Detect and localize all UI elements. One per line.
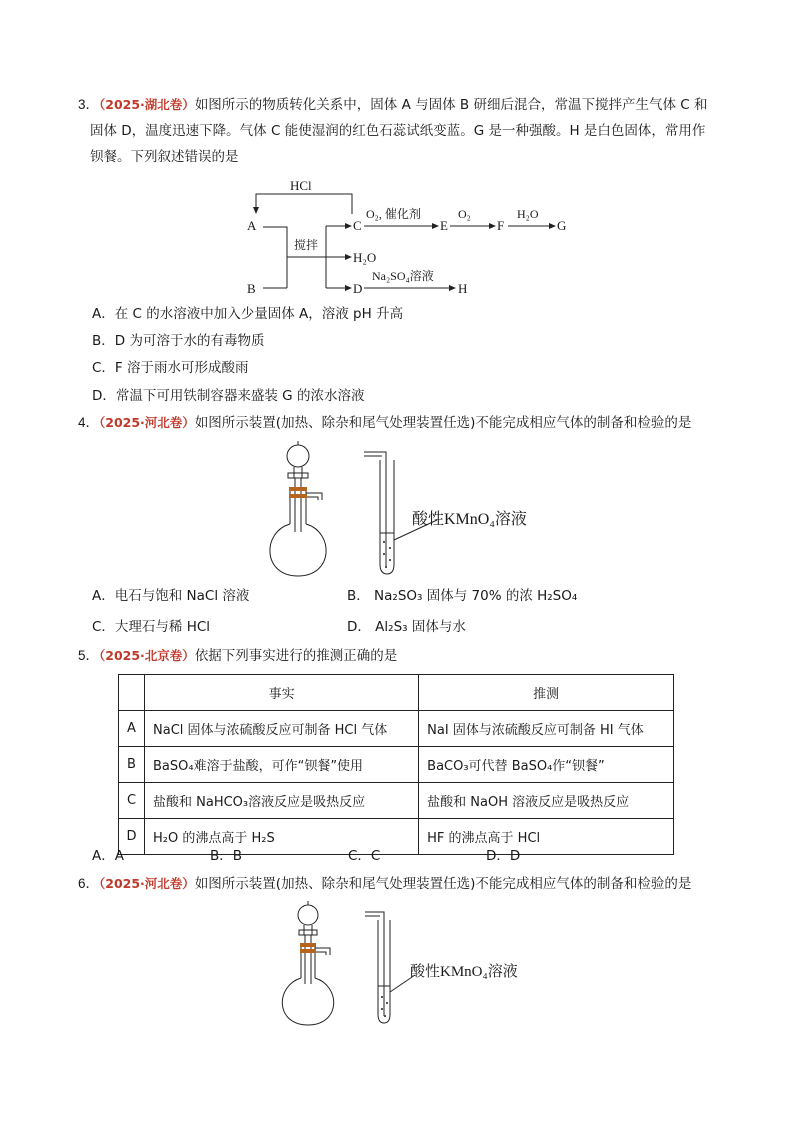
q6-reagent-label: 酸性KMnO₄溶液 xyxy=(410,964,518,980)
q5-stem-text: 依据下列事实进行的推测正确的是 xyxy=(194,648,398,664)
diagram-node-b: B xyxy=(247,281,256,296)
q4-source: （2025·河北卷） xyxy=(99,415,195,430)
q6-number: 6． xyxy=(78,876,100,891)
q4-number: 4． xyxy=(78,415,100,430)
diagram-node-e: E xyxy=(440,218,448,233)
row-fact: BaSO₄难溶于盐酸，可作“钡餐”使用 xyxy=(145,747,419,783)
q3-conversion-diagram xyxy=(230,172,580,298)
q3-line-2: 固体 D，温度迅速下降。气体 C 能使湿润的红色石蕊试纸变蓝。G 是一种强酸。H 是白色固体，常用作 xyxy=(90,123,706,139)
table-row xyxy=(119,783,674,819)
diagram-node-g: G xyxy=(557,218,567,233)
diagram-o2-catalyst-label: O₂, 催化剂 xyxy=(366,207,421,221)
q3-option-c[interactable]: C．F 溶于雨水可形成酸雨 xyxy=(92,360,249,376)
q4-option-c[interactable]: C．大理石与稀 HCl xyxy=(92,619,211,635)
row-inference: NaI 固体与浓硫酸反应可制备 HI 气体 xyxy=(419,711,674,747)
table-header-fact: 事实 xyxy=(145,675,419,711)
q4-apparatus-figure xyxy=(262,440,562,580)
q4-stem-text: 如图所示装置(加热、除杂和尾气处理装置任选)不能完成相应气体的制备和检验的是 xyxy=(194,415,692,431)
diagram-h2o-top-label: H₂O xyxy=(517,207,539,221)
diagram-node-a: A xyxy=(247,218,257,233)
table-row xyxy=(119,819,674,855)
diagram-node-f: F xyxy=(497,218,505,233)
q6-apparatus-figure xyxy=(275,900,575,1030)
q5-source: （2025·北京卷） xyxy=(99,648,195,663)
q5-number: 5． xyxy=(78,648,100,663)
q5-option-a[interactable]: A．A xyxy=(92,848,124,864)
table-row xyxy=(119,711,674,747)
row-label: A xyxy=(119,711,145,747)
row-label: B xyxy=(119,747,145,783)
diagram-node-d: D xyxy=(353,281,363,296)
question-6-stem xyxy=(78,871,728,897)
table-row xyxy=(119,747,674,783)
row-fact: H₂O 的沸点高于 H₂S xyxy=(145,819,419,855)
row-inference: 盐酸和 NaOH 溶液反应是吸热反应 xyxy=(419,783,674,819)
q3-line1-text: 如图所示的物质转化关系中，固体 A 与固体 B 研细后混合，常温下搅拌产生气体 C 和 xyxy=(194,97,708,113)
row-fact: NaCl 固体与浓硫酸反应可制备 HCl 气体 xyxy=(145,711,419,747)
q3-option-a[interactable]: A．在 C 的水溶液中加入少量固体 A，溶液 pH 升高 xyxy=(92,306,404,322)
diagram-stir-label: 搅拌 xyxy=(294,238,319,252)
row-inference: HF 的沸点高于 HCl xyxy=(419,819,674,855)
question-3-stem xyxy=(78,92,728,170)
q3-number: 3． xyxy=(78,97,100,112)
table-header-inference: 推测 xyxy=(419,675,674,711)
question-5-stem xyxy=(78,643,728,669)
diagram-node-h: H xyxy=(458,281,468,296)
table-header-blank xyxy=(119,675,145,711)
q5-facts-table xyxy=(118,674,674,855)
row-label: D xyxy=(119,819,145,855)
q4-option-a[interactable]: A．电石与饱和 NaCl 溶液 xyxy=(92,588,250,604)
q5-option-d[interactable]: D．D xyxy=(486,848,521,864)
q6-stem-text: 如图所示装置(加热、除杂和尾气处理装置任选)不能完成相应气体的制备和检验的是 xyxy=(194,876,692,892)
question-4-stem xyxy=(78,410,728,436)
diagram-na2so4-label: Na₂SO₄溶液 xyxy=(372,269,434,283)
q3-option-b[interactable]: B．D 为可溶于水的有毒物质 xyxy=(92,333,265,349)
q4-option-d[interactable]: D． Al₂S₃ 固体与水 xyxy=(347,619,466,635)
q4-option-b[interactable]: B． Na₂SO₃ 固体与 70% 的浓 H₂SO₄ xyxy=(347,588,578,604)
q3-option-d[interactable]: D．常温下可用铁制容器来盛装 G 的浓水溶液 xyxy=(92,388,365,404)
q3-line-3: 钡餐。下列叙述错误的是 xyxy=(90,149,239,165)
row-label: C xyxy=(119,783,145,819)
q6-source: （2025·河北卷） xyxy=(99,876,195,891)
table-header-row xyxy=(119,675,674,711)
q4-reagent-label: 酸性KMnO₄溶液 xyxy=(412,511,527,528)
q5-option-c[interactable]: C．C xyxy=(348,848,381,864)
q3-source: （2025·湖北卷） xyxy=(99,97,195,112)
q3-line-1 xyxy=(78,92,728,118)
row-inference: BaCO₃可代替 BaSO₄作“钡餐” xyxy=(419,747,674,783)
diagram-h2o-product: H₂O xyxy=(353,250,377,265)
row-fact: 盐酸和 NaHCO₃溶液反应是吸热反应 xyxy=(145,783,419,819)
diagram-o2-label: O₂ xyxy=(458,207,471,221)
diagram-node-c: C xyxy=(353,218,362,233)
diagram-hcl-label: HCl xyxy=(290,178,312,193)
q5-option-b[interactable]: B．B xyxy=(210,848,243,864)
